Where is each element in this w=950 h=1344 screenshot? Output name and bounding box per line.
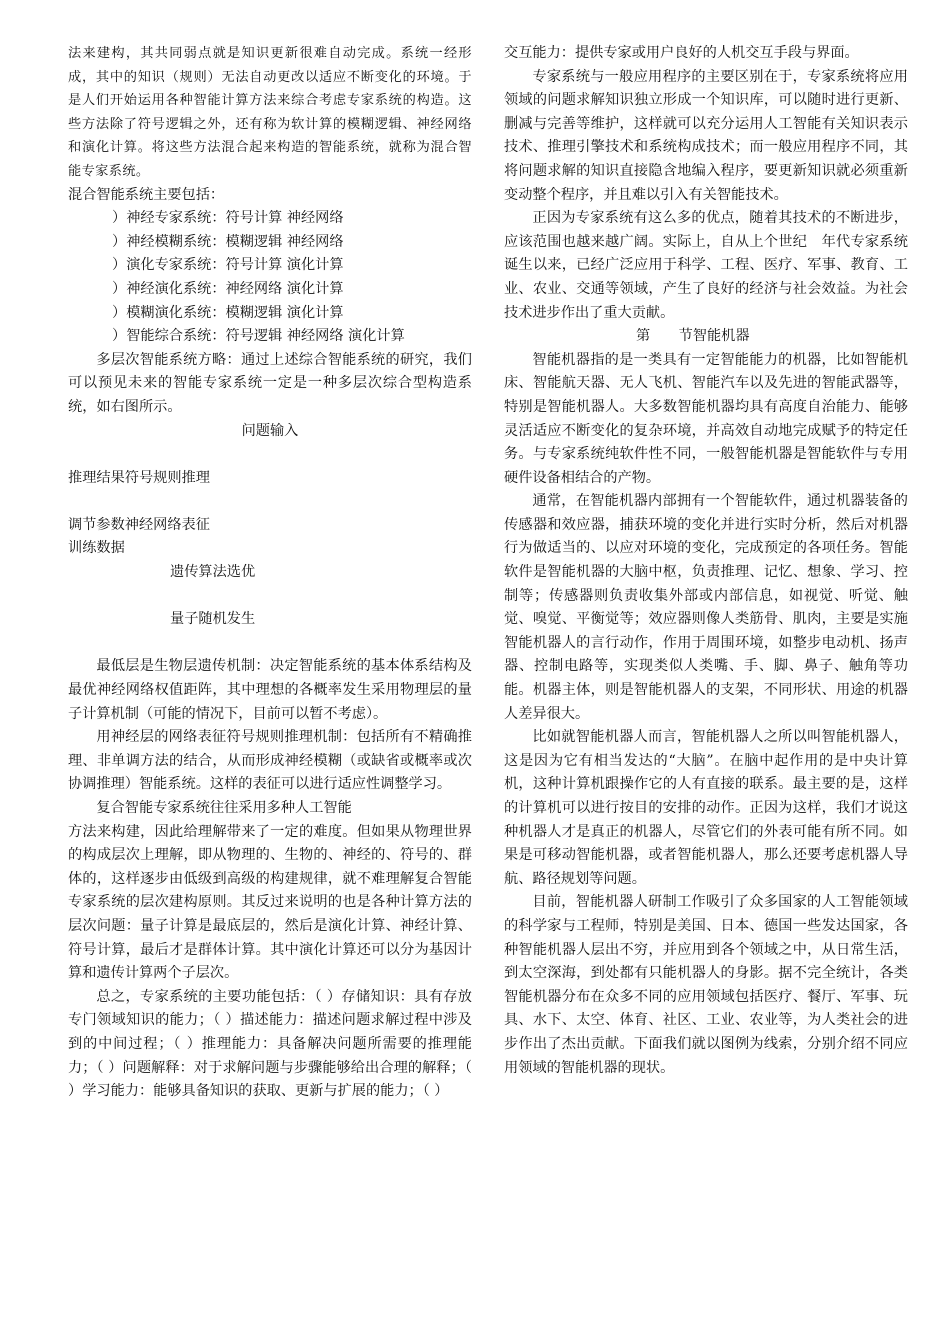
list-item: ）神经模糊系统：模糊逻辑 神经网络 xyxy=(112,233,344,250)
section-title: 第 节智能机器 xyxy=(636,328,750,345)
paragraph-functions: 总之，专家系统的主要功能包括：（ ）存储知识：具有存放专门领域知识的能力；（ ）描述能力：描述问题求解过程中涉及到的中间过程；（ ）推理能力：具备解决问题所需要的推理能力；（ ）问题解释：对于求解问题与步骤能够给出合理的解释；（ ）学习能力：能够具备知识的获取、更新与扩展的能力；（ ） xyxy=(68,988,472,1100)
list-item: ）神经专家系统：符号计算 神经网络 xyxy=(112,210,344,227)
left-column xyxy=(68,42,472,1104)
paragraph-applications: 正因为专家系统有这么多的优点，随着其技术的不断进步，应该范围也越来越广阔。实际上，自从上个世纪 年代专家系统诞生以来，已经广泛应用于科学、工程、医疗、军事、教育、工业、农业、交通等领域，产生了良好的经济与社会效益。为社会技术进步作出了重大贡献。 xyxy=(504,210,908,321)
figure-label-problem-input: 问题输入 xyxy=(241,422,299,439)
figure-label-neural: 调节参数神经网络表征 xyxy=(68,516,210,533)
paragraph-neural-layer: 用神经层的网络表征符号规则推理机制：包括所有不精确推理、非单调方法的结合，从而形成神经模糊（或缺省或概率或次协调推理）智能系统。这样的表征可以进行适应性调整学习。 xyxy=(68,729,472,793)
figure-label-training: 训练数据 xyxy=(68,540,125,557)
paragraph-composite-a: 复合智能专家系统往往采用多种人工智能 xyxy=(96,800,352,816)
paragraph-current-status: 目前，智能机器人研制工作吸引了众多国家的人工智能领域的科学家与工程师，特别是美国、日本、德国一些发达国家，各种智能机器人层出不穷，并应用到各个领域之中，从日常生活，到太空深海，到处都有只能机器人的身影。据不完全统计，各类智能机器分布在众多不同的应用领域包括医疗、餐厅、军事、玩具、水下、太空、体育、社区、工业、农业等，为人类社会的进步作出了杰出贡献。下面我们就以图例为线索，分别介绍不同应用领域的智能机器的现状。 xyxy=(504,894,908,1076)
list-item: ）模糊演化系统：模糊逻辑 演化计算 xyxy=(112,304,344,321)
paragraph-interaction: 交互能力：提供专家或用户良好的人机交互手段与界面。 xyxy=(504,45,859,61)
paragraph-composite-b: 方法来构建，因此给理解带来了一定的难度。但如果从物理世界的构成层次上理解，即从物理的、生物的、神经的、符号的、群体的，这样逐步由低级到高级的构建规律，就不难理解复合智能专家系统的层次建构原则。其反过来说明的也是各种计算方法的层次问题：量子计算是最底层的，然后是演化计算、神经计算、符号计算，最后才是群体计算。其中演化计算还可以分为基因计算和遗传计算两个子层次。 xyxy=(68,823,472,982)
paragraph-software: 通常，在智能机器内部拥有一个智能软件，通过机器装备的传感器和效应器，捕获环境的变化并进行实时分析，然后对机器行为做适当的、以应对环境的变化，完成预定的各项任务。智能软件是智能机器的大脑中枢，负责推理、记忆、想象、学习、控制等；传感器则负责收集外部或内部信息，如视觉、听觉、触觉、嗅觉、平衡觉等；效应器则像人类筋骨、肌肉，主要是实施智能机器人的言行动作，作用于周围环境，如整步电动机、扬声器、控制电路等，实现类似人类嘴、手、脚、鼻子、触角等功能。机器主体，则是智能机器人的支架，不同形状、用途的机器人差异很大。 xyxy=(504,493,908,722)
paragraph-bottom-layer: 最低层是生物层遗传机制：决定智能系统的基本体系结构及最优神经网络权值距阵，其中理想的各概率发生采用物理层的量子计算机制（可能的情况下，目前可以暂不考虑）。 xyxy=(68,658,472,722)
paragraph-robot-brain: 比如就智能机器人而言，智能机器人之所以叫智能机器人，这是因为它有相当发达的“大脑”。在脑中起作用的是中央计算机，这种计算机跟操作它的人有直接的联系。最主要的是，这样的计算机可以进行按目的安排的动作。正因为这样，我们才说这种机器人才是真正的机器人，尽管它们的外表可能有所不同。如果是可移动智能机器，或者智能机器人，那么还要考虑机器人导航、路径规划等问题。 xyxy=(504,729,908,887)
figure-label-quantum: 量子随机发生 xyxy=(170,611,256,628)
paragraph-hybrid-intro: 法来建构，其共同弱点就是知识更新很难自动完成。系统一经形成，其中的知识（规则）无法自动更改以适应不断变化的环境。于是人们开始运用各种智能计算方法来综合考虑专家系统的构造。这些方法除了符号逻辑之外，还有称为软计算的模糊逻辑、神经网络和演化计算。将这些方法混合起来构造的智能系统，就称为混合智能专家系统。 xyxy=(68,46,472,179)
figure-label-reasoning: 推理结果符号规则推理 xyxy=(68,469,210,486)
right-column xyxy=(504,42,908,1080)
list-item: ）智能综合系统：符号逻辑 神经网络 演化计算 xyxy=(112,328,405,345)
figure-label-genetic: 遗传算法选优 xyxy=(170,564,256,581)
list-item: ）演化专家系统：符号计算 演化计算 xyxy=(112,257,344,274)
paragraph-difference: 专家系统与一般应用程序的主要区别在于，专家系统将应用领域的问题求解知识独立形成一个知识库，可以随时进行更新、删减与完善等维护，这样就可以充分运用人工智能有关知识表示技术、推理引擎技术和系统构成技术；而一般应用程序不同，其将问题求解的知识直接隐含地编入程序，要更新知识就必须重新变动整个程序，并且难以引入有关智能技术。 xyxy=(504,68,908,203)
paragraph-intelligent-machines: 智能机器指的是一类具有一定智能能力的机器，比如智能机床、智能航天器、无人飞机、智能汽车以及先进的智能武器等，特别是智能机器人。大多数智能机器均具有高度自治能力、能够灵活适应不断变化的复杂环境，并高效自动地完成赋予的特定任务。与专家系统纯软件性不同，一般智能机器是智能软件与专用硬件设备相结合的产物。 xyxy=(504,351,908,486)
hybrid-systems-heading: 混合智能系统主要包括： xyxy=(68,186,225,203)
list-item: ）神经演化系统：神经网络 演化计算 xyxy=(112,280,344,297)
paragraph-multilevel: 多层次智能系统方略：通过上述综合智能系统的研究，我们可以预见未来的智能专家系统一定是一种多层次综合型构造系统，如右图所示。 xyxy=(68,351,472,415)
